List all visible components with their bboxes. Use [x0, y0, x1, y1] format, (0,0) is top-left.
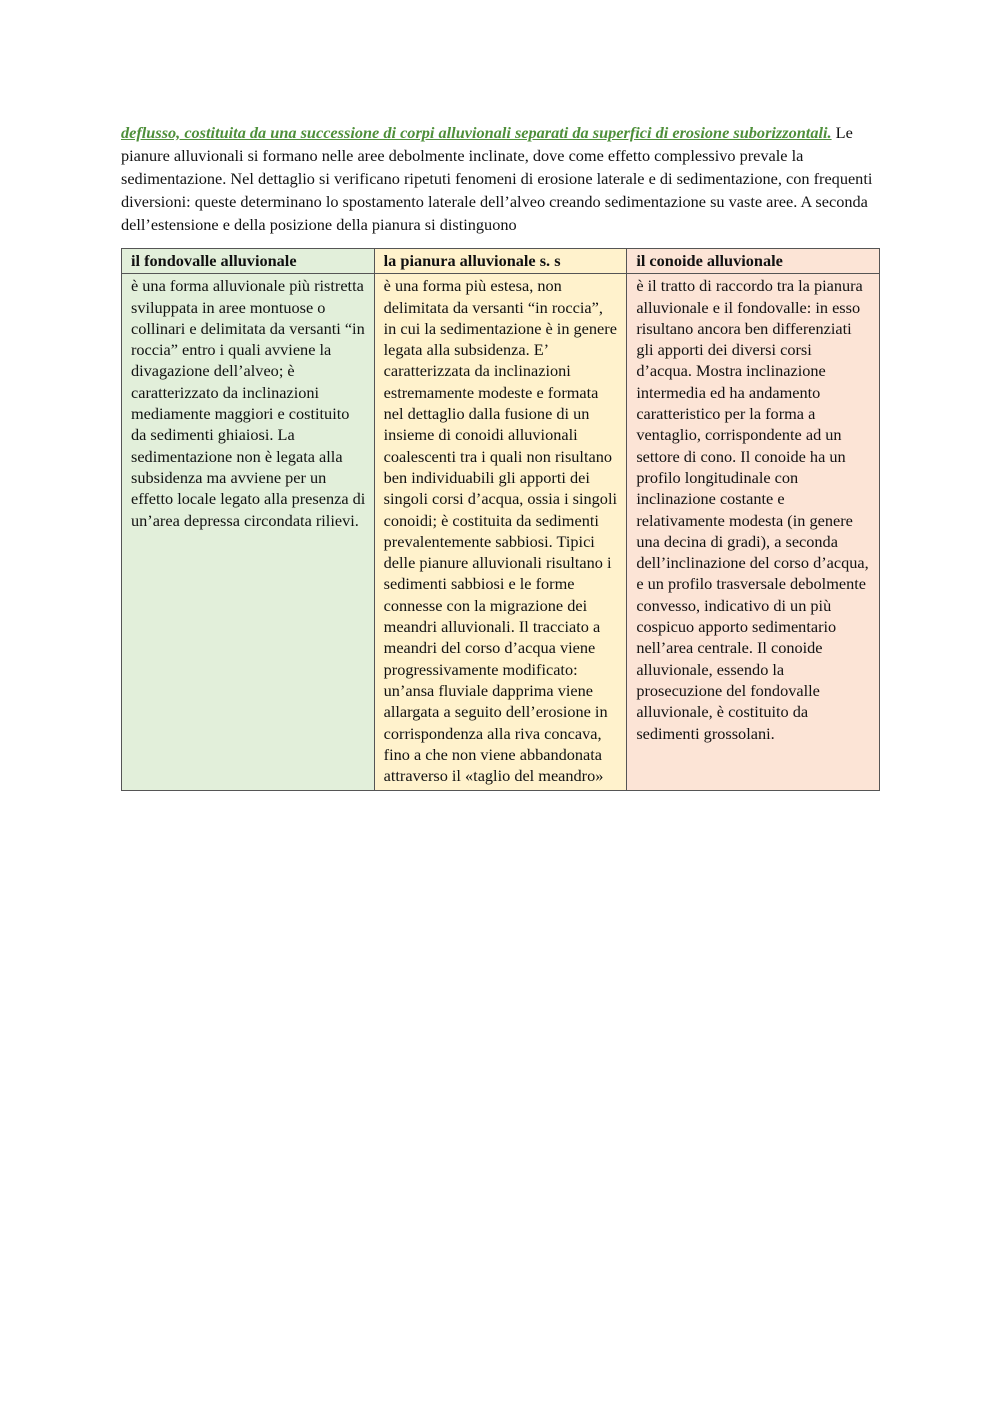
intro-text: Le pianure alluvionali si formano nelle aree debolmente inclinate, dove come effetto complessivo prevale la sedimentazione. Nel dettaglio si verificano ripetuti fenomeni di erosione laterale e di sedimentazione, con frequenti diversioni: queste determinano lo spostamento laterale dell’alveo creando sedimentazione su vaste aree. A seconda dell’estensione e della posizione della pianura si distinguono [121, 123, 873, 234]
comparison-table [121, 248, 880, 791]
header-pianura: la pianura alluvionale s. s [374, 249, 627, 274]
highlighted-definition: deflusso, costituita da una successione di corpi alluvionali separati da superfici di erosione suborizzontali. [121, 123, 832, 142]
intro-paragraph [121, 121, 881, 236]
cell-conoide: è il tratto di raccordo tra la pianura alluvionale e il fondovalle: in esso risultano ancora ben differenziati gli apporti dei diversi corsi d’acqua. Mostra inclinazione intermedia ed ha andamento caratteristico per la forma a ventaglio, corrispondente ad un settore di cono. Il conoide ha un profilo longitudinale con inclinazione costante e relativamente modesta (in genere una decina di gradi), a seconda dell’inclinazione del corso d’acqua, e un profilo trasversale debolmente convesso, indicativo di un più cospicuo apporto sedimentario nell’area centrale. Il conoide alluvionale, essendo la prosecuzione del fondovalle alluvionale, è costituito da sedimenti grossolani. [627, 274, 880, 791]
header-fondovalle: il fondovalle alluvionale [122, 249, 375, 274]
table-header-row [122, 249, 880, 274]
cell-pianura: è una forma più estesa, non delimitata da versanti “in roccia”, in cui la sedimentazione è in genere legata alla subsidenza. E’ caratterizzata da inclinazioni estremamente modeste e formata nel dettaglio dalla fusione di un insieme di conoidi alluvionali coalescenti tra i quali non risultano ben individuabili gli apporti dei singoli corsi d’acqua, ossia i singoli conoidi; è costituita da sedimenti prevalentemente sabbiosi. Tipici delle pianure alluvionali risultano i sedimenti sabbiosi e le forme connesse con la migrazione dei meandri alluvionali. Il tracciato a meandri del corso d’acqua viene progressivamente modificato: un’ansa fluviale dapprima viene allargata a seguito dell’erosione in corrispondenza alla riva concava, fino a che non viene abbandonata attraverso il «taglio del meandro» [374, 274, 627, 791]
cell-fondovalle: è una forma alluvionale più ristretta sviluppata in aree montuose o collinari e delimitata da versanti “in roccia” entro i quali avviene la divagazione dell’alveo; è caratterizzato da inclinazioni mediamente maggiori e costituito da sedimenti ghiaiosi. La sedimentazione non è legata alla subsidenza ma avviene per un effetto locale legato alla presenza di un’area depressa circondata rilievi. [122, 274, 375, 791]
table-row [122, 274, 880, 791]
header-conoide: il conoide alluvionale [627, 249, 880, 274]
document-page [121, 121, 881, 791]
